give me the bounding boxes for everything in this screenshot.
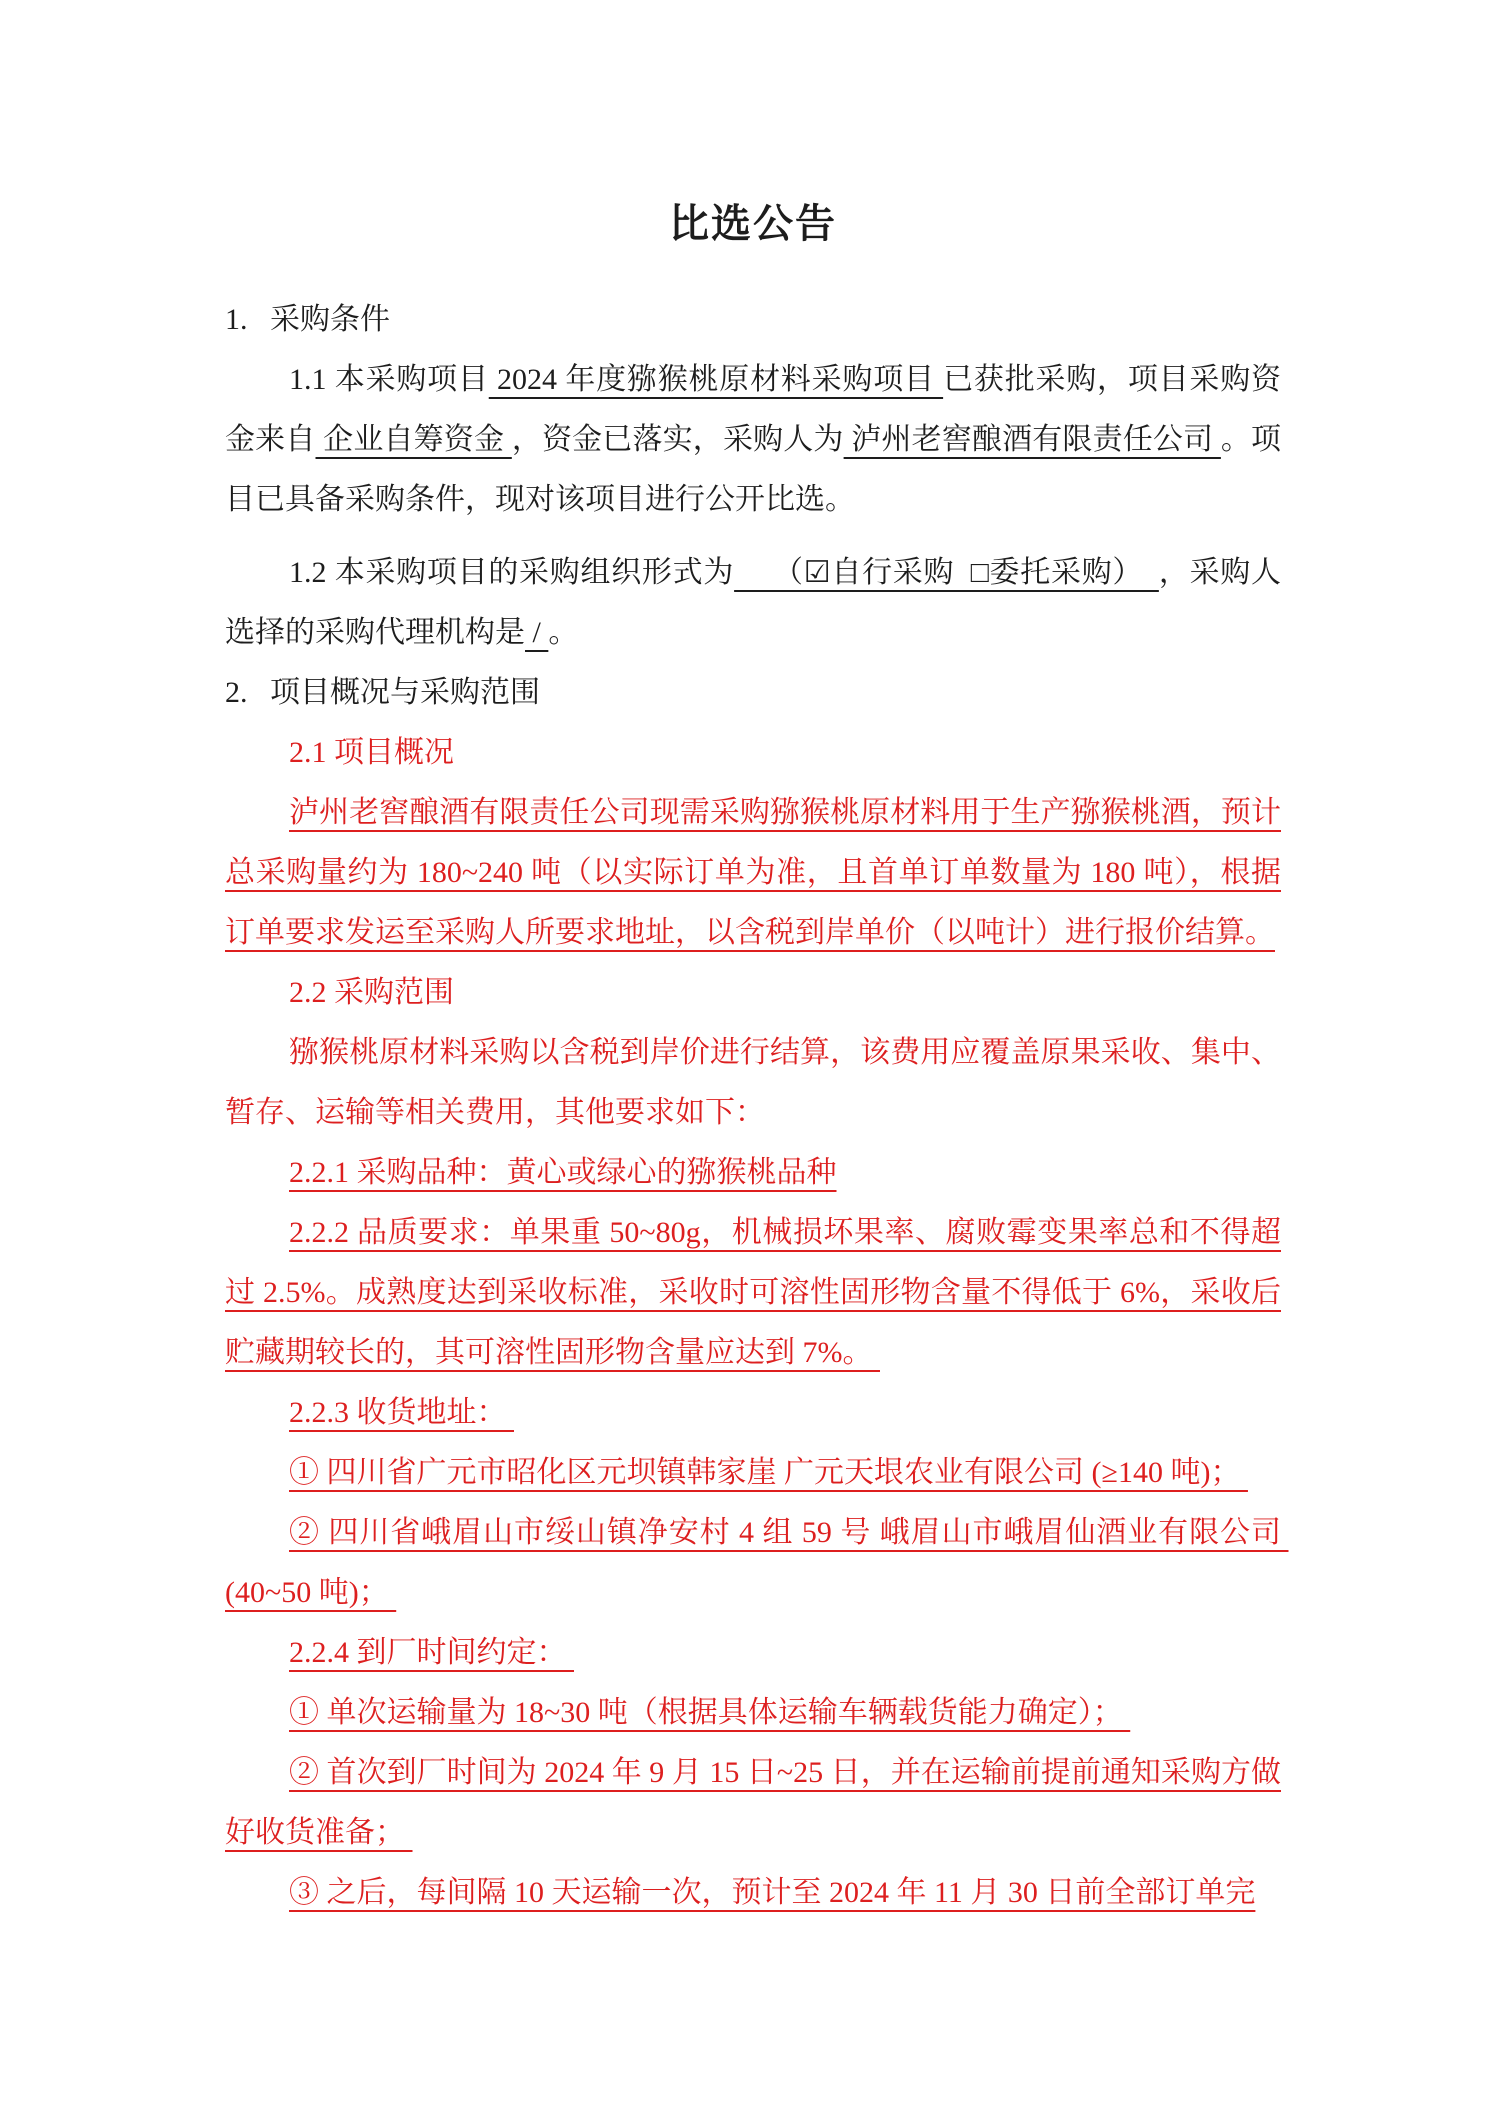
blank-funding-source: 企业自筹资金	[315, 423, 512, 456]
delivery-address-item-1: ① 四川省广元市昭化区元坝镇韩家崖 广元天垠农业有限公司 (≥140 吨)；	[289, 1456, 1248, 1489]
text-run: ，资金已落实，采购人为	[511, 423, 844, 456]
heading-2-1: 2.1 项目概况	[289, 736, 454, 769]
para-2-2-2: 2.2.2 品质要求：单果重 50~80g，机械损坏果率、腐败霉变果率总和不得超过 2.5%。成熟度达到采收标准，采收时可溶性固形物含量不得低于 6%，采收后贮藏期较长的，其可溶性固形物含量应达到 7%。	[225, 1216, 1281, 1369]
text-run: 1.2 本采购项目的采购组织形式为	[289, 556, 735, 589]
blank-org-form-checkboxes: （☑自行采购 □委托采购）	[734, 556, 1159, 589]
blank-agency-name: /	[525, 616, 549, 649]
para-2-2-body: 猕猴桃原材料采购以含税到岸价进行结算，该费用应覆盖原果采收、集中、暂存、运输等相关费用，其他要求如下：	[225, 1036, 1281, 1129]
heading-2-2: 2.2 采购范围	[289, 976, 454, 1009]
para-2-2-1: 2.2.1 采购品种：黄心或绿心的猕猴桃品种	[289, 1156, 837, 1189]
section-2-heading: 2. 项目概况与采购范围	[225, 676, 540, 709]
section-1-heading: 1. 采购条件	[225, 303, 390, 336]
blank-purchaser-name: 泸州老窖酿酒有限责任公司	[843, 423, 1221, 456]
arrival-time-item-1: ① 单次运输量为 18~30 吨（根据具体运输车辆载货能力确定）；	[289, 1696, 1131, 1729]
page-title: 比选公告	[669, 202, 837, 246]
para-1-2	[225, 543, 1281, 663]
para-2-2-4: 2.2.4 到厂时间约定：	[289, 1636, 574, 1669]
document-content	[225, 0, 1289, 1923]
delivery-address-item-2: ② 四川省峨眉山市绥山镇净安村 4 组 59 号 峨眉山市峨眉仙酒业有限公司 (40~50 吨)；	[225, 1516, 1289, 1609]
para-1-1	[225, 350, 1281, 530]
arrival-time-item-3: ③ 之后，每间隔 10 天运输一次，预计至 2024 年 11 月 30 日前全部订单完	[289, 1876, 1256, 1909]
text-run: 。项目已具备采购条件，现对该项目进行公开比选。	[225, 423, 1282, 516]
arrival-time-item-2: ② 首次到厂时间为 2024 年 9 月 15 日~25 日，并在运输前提前通知采购方做好收货准备；	[225, 1756, 1281, 1849]
para-2-2-3: 2.2.3 收货地址：	[289, 1396, 514, 1429]
text-run: ，采购人选择的采购代理机构是	[225, 556, 1282, 649]
text-run: 已获批采购，项目采购资金来自	[225, 363, 1282, 456]
text-run: 1.1 本采购项目	[289, 363, 489, 396]
blank-project-name: 2024 年度猕猴桃原材料采购项目	[488, 363, 944, 396]
para-2-1-body: 泸州老窖酿酒有限责任公司现需采购猕猴桃原材料用于生产猕猴桃酒，预计总采购量约为 180~240 吨（以实际订单为准，且首单订单数量为 180 吨），根据订单要求发运至采购人所要求地址，以含税到岸单价（以吨计）进行报价结算。	[225, 796, 1281, 949]
text-run: 。	[548, 616, 579, 649]
